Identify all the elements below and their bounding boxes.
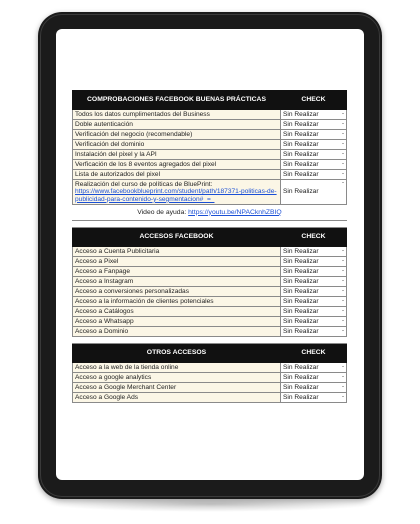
dropdown-arrow-icon: - — [342, 131, 344, 137]
dropdown-arrow-icon: - — [342, 394, 344, 401]
dropdown-arrow-icon: - — [342, 328, 344, 335]
table-row — [73, 287, 347, 297]
status-value: Sin Realizar — [283, 383, 319, 391]
spacer-cell — [73, 337, 347, 344]
table-row — [73, 257, 347, 267]
blueprint-course-link[interactable]: https://www.facebookblueprint.com/student/path/187371-politicas-de-publicidad-para-contenido-y-segmentacion#_=_ — [75, 188, 277, 203]
status-value: Sin Realizar — [283, 267, 319, 275]
task-cell[interactable]: Acceso a Google Merchant Center — [73, 383, 281, 393]
section-title: ACCESOS FACEBOOK — [73, 228, 281, 247]
section-spacer — [73, 221, 347, 228]
status-value: Sin Realizar — [283, 373, 319, 381]
status-value: Sin Realizar — [283, 277, 319, 285]
task-cell[interactable]: Acceso a la web de la tienda online — [73, 363, 281, 373]
status-value: Sin Realizar — [283, 257, 319, 265]
task-cell[interactable]: Instalación del pixel y la API — [73, 150, 281, 160]
status-value: Sin Realizar — [283, 160, 319, 168]
table-row — [73, 327, 347, 337]
status-dropdown[interactable] — [281, 180, 347, 205]
status-dropdown[interactable] — [281, 383, 347, 393]
status-value: Sin Realizar — [283, 110, 319, 118]
check-column-header: CHECK — [281, 228, 347, 247]
status-dropdown[interactable] — [281, 317, 347, 327]
task-cell[interactable]: Acceso a Dominio — [73, 327, 281, 337]
check-column-header: CHECK — [281, 91, 347, 110]
status-dropdown[interactable] — [281, 247, 347, 257]
task-cell[interactable]: Verficación de los 8 eventos agregados del pixel — [73, 160, 281, 170]
status-value: Sin Realizar — [283, 247, 319, 255]
task-cell[interactable]: Lista de autorizados del pixel — [73, 170, 281, 180]
help-video-row — [73, 205, 347, 221]
task-cell[interactable]: Acceso a conversiones personalizadas — [73, 287, 281, 297]
table-row — [73, 130, 347, 140]
table-row — [73, 307, 347, 317]
status-dropdown[interactable] — [281, 170, 347, 180]
dropdown-arrow-icon: - — [342, 374, 344, 381]
status-value: Sin Realizar — [283, 287, 319, 295]
help-video-label: Video de ayuda: — [137, 208, 187, 216]
dropdown-arrow-icon: - — [342, 171, 344, 177]
dropdown-arrow-icon: - — [342, 318, 344, 325]
dropdown-arrow-icon: - — [342, 268, 344, 275]
status-value: Sin Realizar — [283, 393, 319, 401]
check-column-header: CHECK — [281, 344, 347, 363]
status-value: Sin Realizar — [283, 363, 319, 371]
table-row — [73, 317, 347, 327]
status-dropdown[interactable] — [281, 277, 347, 287]
status-value: Sin Realizar — [283, 297, 319, 305]
section-header-row — [73, 91, 347, 110]
status-dropdown[interactable] — [281, 287, 347, 297]
status-dropdown[interactable] — [281, 150, 347, 160]
status-value: Sin Realizar — [283, 307, 319, 315]
course-row — [73, 180, 347, 205]
status-dropdown[interactable] — [281, 363, 347, 373]
table-row — [73, 393, 347, 403]
status-dropdown[interactable] — [281, 140, 347, 150]
course-text: Realización del curso de políticas de BluePrint: — [75, 181, 213, 188]
help-video-link[interactable]: https://youtu.be/NPACknhZBIQ — [188, 208, 282, 216]
table-row — [73, 267, 347, 277]
help-video-cell — [73, 205, 347, 221]
task-cell[interactable]: Todos los datos cumplimentados del Business — [73, 110, 281, 120]
task-cell[interactable]: Acceso a Whatsapp — [73, 317, 281, 327]
status-value: Sin Realizar — [283, 130, 319, 138]
task-cell[interactable]: Acceso a Pixel — [73, 257, 281, 267]
spreadsheet — [72, 90, 346, 403]
status-dropdown[interactable] — [281, 130, 347, 140]
dropdown-arrow-icon: - — [342, 151, 344, 157]
dropdown-arrow-icon: - — [342, 298, 344, 305]
dropdown-arrow-icon: - — [342, 258, 344, 265]
status-dropdown[interactable] — [281, 393, 347, 403]
task-cell[interactable]: Acceso a Catálogos — [73, 307, 281, 317]
task-cell[interactable]: Acceso a Fanpage — [73, 267, 281, 277]
task-cell[interactable]: Verificación del negocio (recomendable) — [73, 130, 281, 140]
tablet-frame — [38, 12, 382, 499]
table-row — [73, 247, 347, 257]
status-dropdown[interactable] — [281, 120, 347, 130]
task-cell[interactable]: Acceso a Google Ads — [73, 393, 281, 403]
status-dropdown[interactable] — [281, 373, 347, 383]
table-row — [73, 297, 347, 307]
status-dropdown[interactable] — [281, 267, 347, 277]
dropdown-arrow-icon: - — [342, 111, 344, 117]
status-dropdown[interactable] — [281, 160, 347, 170]
task-cell[interactable]: Verificación del dominio — [73, 140, 281, 150]
table-row — [73, 383, 347, 393]
section-title: OTROS ACCESOS — [73, 344, 281, 363]
table-row — [73, 140, 347, 150]
task-cell[interactable]: Acceso a Cuenta Publicitaria — [73, 247, 281, 257]
table-row — [73, 277, 347, 287]
dropdown-arrow-icon: - — [342, 278, 344, 285]
dropdown-arrow-icon: - — [342, 308, 344, 315]
dropdown-arrow-icon: - — [342, 248, 344, 255]
dropdown-arrow-icon: - — [342, 141, 344, 147]
section-header-row — [73, 228, 347, 247]
spacer-cell — [73, 221, 347, 228]
dropdown-arrow-icon: - — [342, 180, 344, 186]
status-value: Sin Realizar — [283, 170, 319, 178]
task-cell[interactable]: Acceso a la información de clientes potenciales — [73, 297, 281, 307]
status-dropdown[interactable] — [281, 110, 347, 120]
status-value: Sin Realizar — [283, 327, 319, 335]
status-value: Sin Realizar — [283, 150, 319, 158]
course-cell — [73, 180, 281, 205]
task-cell[interactable]: Doble autenticación — [73, 120, 281, 130]
table-row — [73, 170, 347, 180]
status-dropdown[interactable] — [281, 257, 347, 267]
dropdown-arrow-icon: - — [342, 384, 344, 391]
task-cell[interactable]: Acceso a google analytics — [73, 373, 281, 383]
section-title: COMPROBACIONES FACEBOOK BUENAS PRÁCTICAS — [73, 91, 281, 110]
status-value: Sin Realizar — [283, 140, 319, 148]
dropdown-arrow-icon: - — [342, 288, 344, 295]
table-row — [73, 363, 347, 373]
status-value: Sin Realizar — [283, 188, 319, 196]
table-row — [73, 120, 347, 130]
status-value: Sin Realizar — [283, 317, 319, 325]
status-dropdown[interactable] — [281, 297, 347, 307]
status-dropdown[interactable] — [281, 327, 347, 337]
table-row — [73, 373, 347, 383]
tablet-screen — [56, 29, 364, 480]
table-row — [73, 160, 347, 170]
checklist-table — [72, 90, 347, 403]
status-value: Sin Realizar — [283, 120, 319, 128]
status-dropdown[interactable] — [281, 307, 347, 317]
dropdown-arrow-icon: - — [342, 121, 344, 127]
dropdown-arrow-icon: - — [342, 161, 344, 167]
table-row — [73, 150, 347, 160]
section-spacer — [73, 337, 347, 344]
task-cell[interactable]: Acceso a Instagram — [73, 277, 281, 287]
dropdown-arrow-icon: - — [342, 364, 344, 371]
section-header-row — [73, 344, 347, 363]
table-row — [73, 110, 347, 120]
